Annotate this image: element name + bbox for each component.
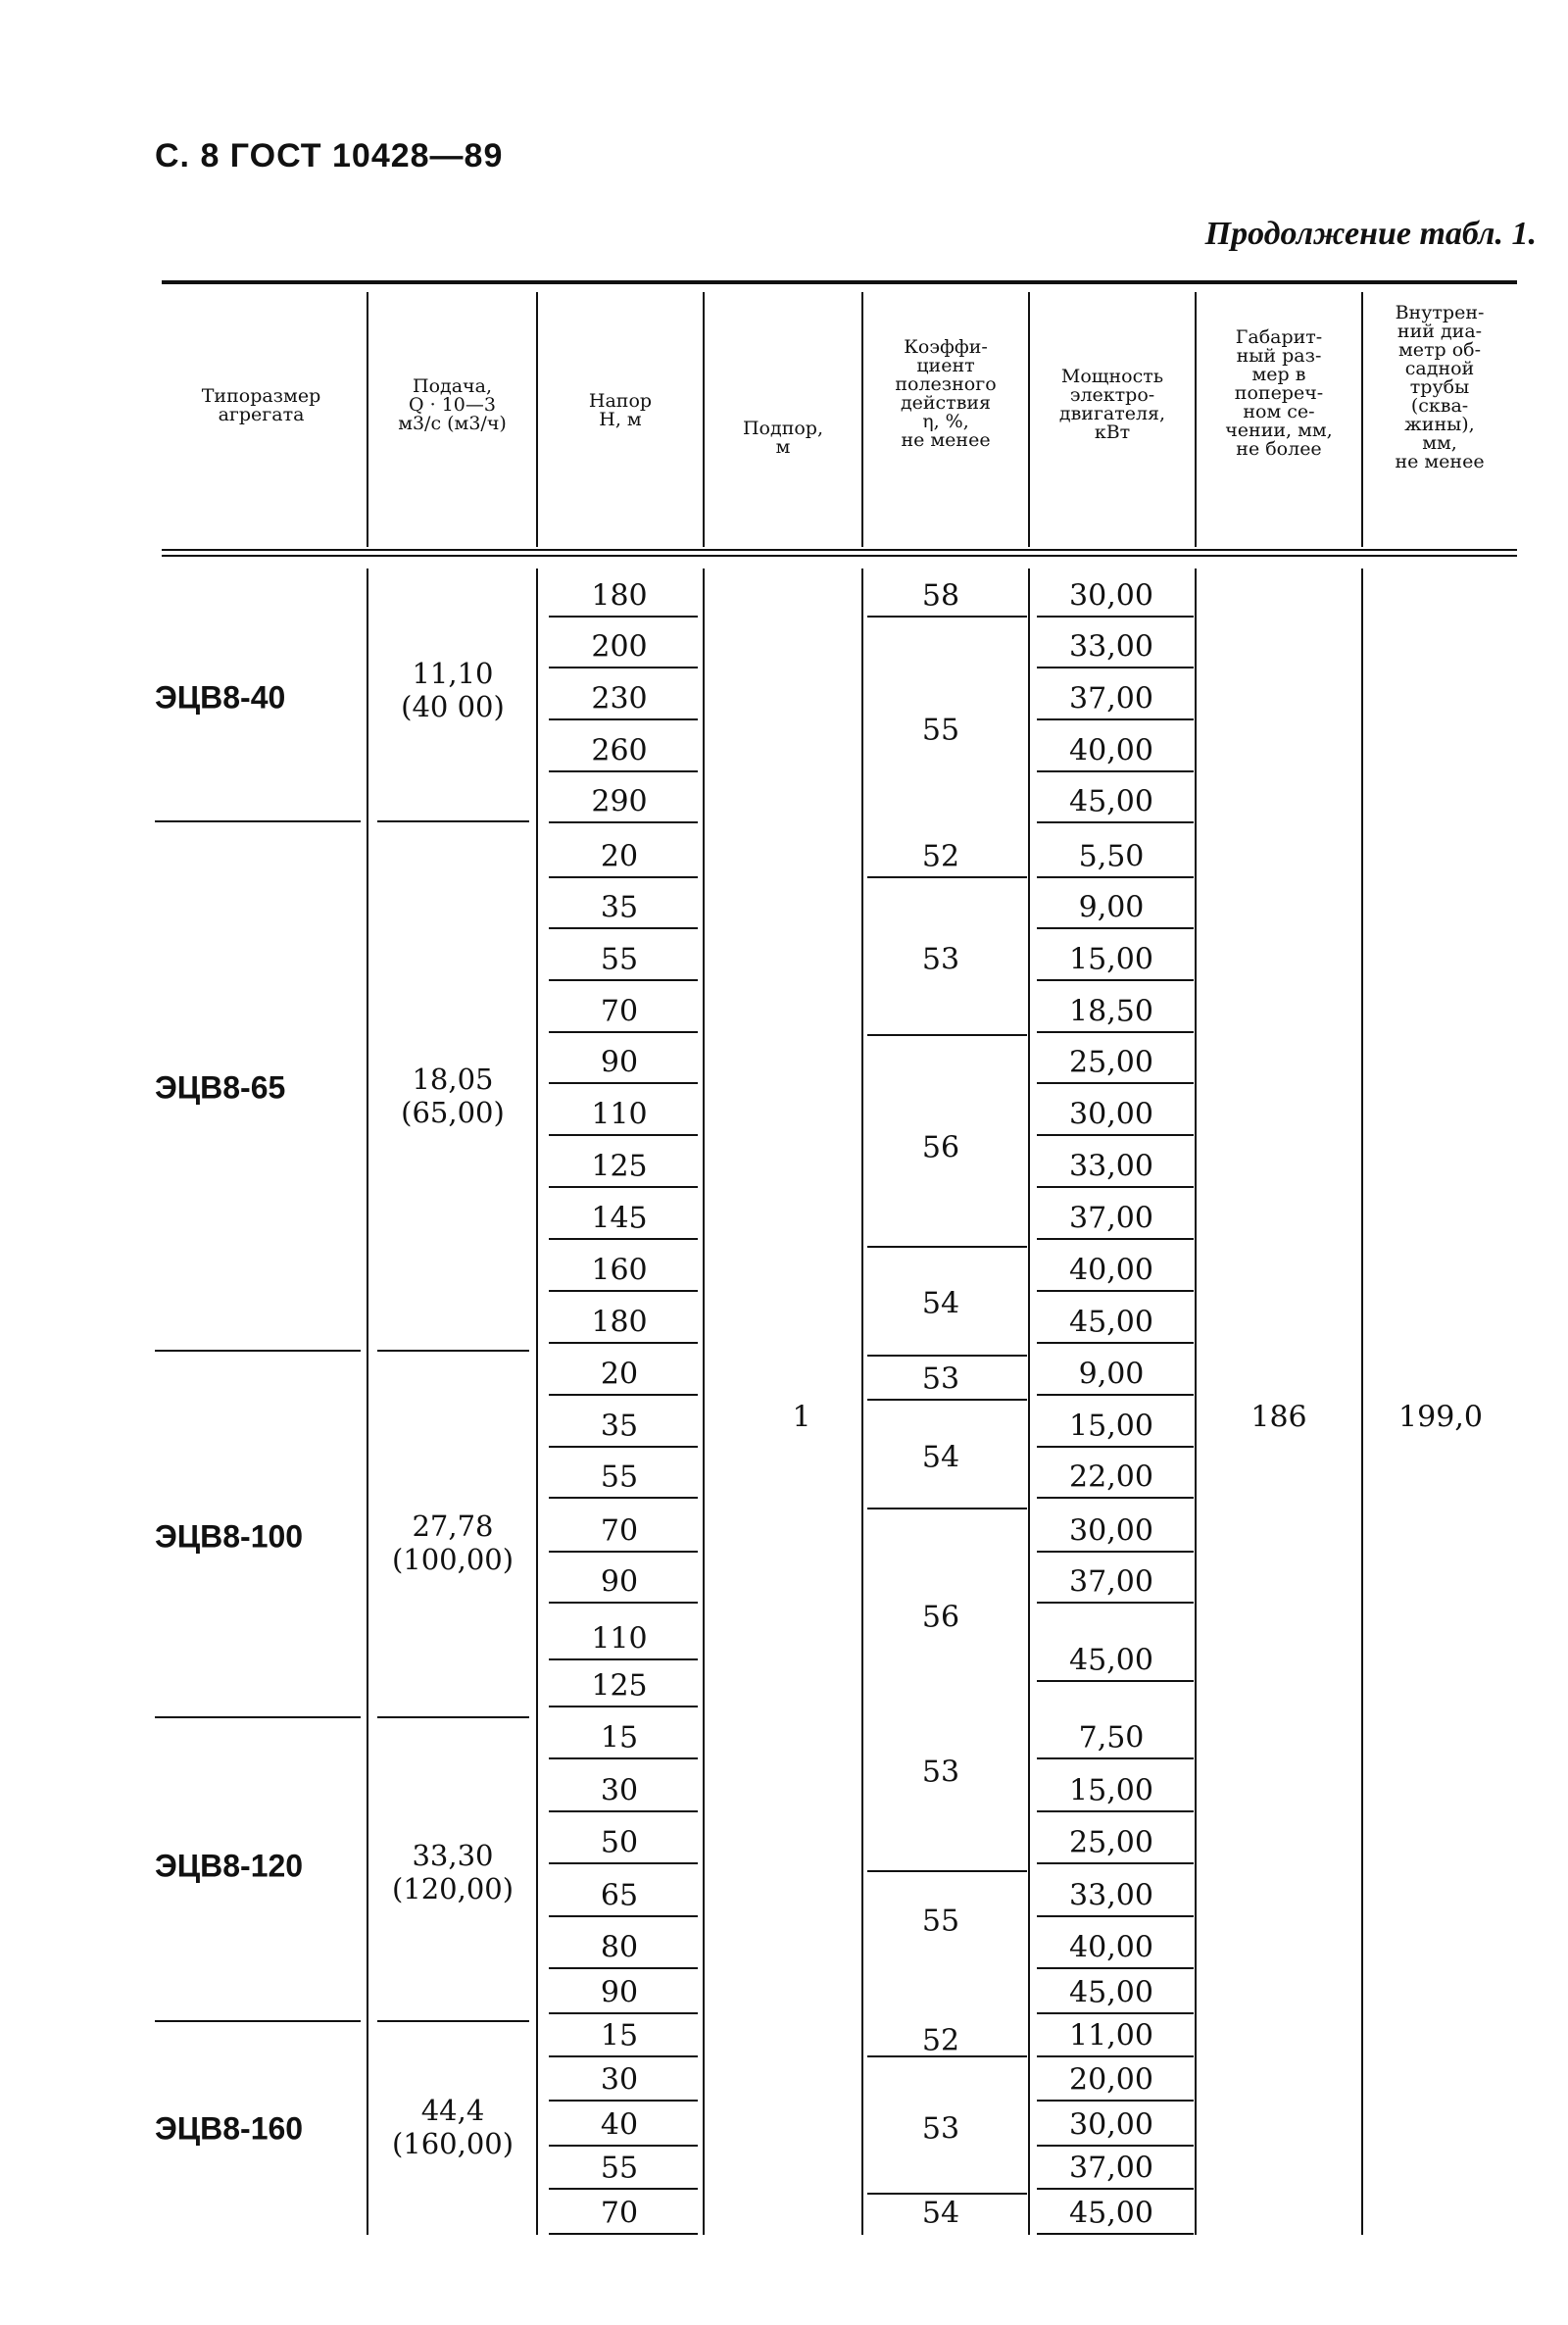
head-value: 90 [600,1564,639,1600]
power-value: 7,50 [1078,1720,1145,1756]
model-name: ЭЦВ8-120 [155,1848,304,1884]
flow-m3s: 44,4 [420,2094,485,2127]
flow-m3h: (120,00) [391,1872,514,1905]
head-value: 125 [591,1149,648,1184]
efficiency-value: 56 [921,1130,960,1165]
efficiency-value: 52 [921,2023,960,2058]
flow-m3s: 18,05 [412,1063,494,1096]
head-value: 55 [600,1459,639,1495]
head-value: 180 [591,1305,648,1340]
efficiency-value: 55 [921,713,960,748]
dimension-value: 186 [1250,1400,1307,1435]
power-value: 30,00 [1069,2107,1153,2143]
header-cell: Подпор, м [742,418,823,458]
table-continuation-label: Продолжение табл. 1. [1204,216,1537,252]
power-value: 5,50 [1078,839,1145,874]
header-cell: Коэффи- циент полезного действия η, %, не менее [895,336,997,451]
head-value: 30 [600,1773,639,1808]
model-name: ЭЦВ8-40 [155,679,286,716]
power-value: 37,00 [1069,1201,1153,1236]
efficiency-value: 53 [921,2111,960,2147]
power-value: 37,00 [1069,1564,1153,1600]
power-value: 15,00 [1069,1409,1153,1444]
head-value: 90 [600,1045,639,1080]
header-cell: Мощность электро- двигателя, кВт [1058,366,1166,443]
flow-m3h: (40 00) [401,690,505,723]
power-value: 18,50 [1069,994,1153,1029]
head-value: 200 [591,629,648,665]
power-value: 11,00 [1069,2018,1153,2053]
power-value: 45,00 [1069,1305,1153,1340]
model-name: ЭЦВ8-160 [155,2110,304,2147]
flow-value [392,2094,514,2160]
page-header: С. 8 ГОСТ 10428—89 [155,137,504,174]
flow-m3s: 27,78 [412,1509,494,1543]
header-cell: Подача, Q · 10—3 м3/с (м3/ч) [398,375,507,434]
head-value: 55 [600,942,639,977]
head-value: 160 [591,1253,648,1288]
backup-pressure-value: 1 [792,1400,811,1435]
model-name: ЭЦВ8-100 [155,1518,304,1555]
power-value: 37,00 [1069,2151,1153,2186]
head-value: 40 [600,2107,639,2143]
model-name: ЭЦВ8-65 [155,1069,286,1106]
head-value: 80 [600,1930,639,1965]
power-value: 37,00 [1069,681,1153,717]
power-value: 33,00 [1069,1878,1153,1913]
power-value: 30,00 [1069,1097,1153,1132]
efficiency-value: 58 [921,578,960,614]
power-value: 20,00 [1069,2062,1153,2098]
head-value: 20 [600,839,639,874]
head-value: 290 [591,784,648,819]
head-value: 50 [600,1825,639,1860]
flow-value [401,1063,505,1129]
head-value: 70 [600,994,639,1029]
power-value: 30,00 [1069,578,1153,614]
head-value: 70 [600,1513,639,1549]
head-value: 15 [600,1720,639,1756]
efficiency-value: 53 [921,1755,960,1790]
head-value: 65 [600,1878,639,1913]
header-cell: Габарит- ный раз- мер в попереч- ном се- чении, мм, не более [1225,326,1333,460]
head-value: 30 [600,2062,639,2098]
head-value: 20 [600,1357,639,1392]
power-value: 25,00 [1069,1045,1153,1080]
power-value: 40,00 [1069,733,1153,768]
flow-value [392,1839,514,1905]
power-value: 45,00 [1069,1975,1153,2010]
head-value: 110 [591,1621,648,1657]
flow-m3h: (65,00) [401,1096,505,1129]
head-value: 90 [600,1975,639,2010]
efficiency-value: 54 [921,1440,960,1475]
power-value: 25,00 [1069,1825,1153,1860]
power-value: 15,00 [1069,1773,1153,1808]
power-value: 33,00 [1069,1149,1153,1184]
header-cell: Внутрен- ний диа- метр об- садной трубы (сква- жины), мм, не менее [1395,302,1485,472]
head-value: 35 [600,1409,639,1444]
header-cell: Типоразмер агрегата [201,385,321,425]
head-value: 260 [591,733,648,768]
efficiency-value: 54 [921,2196,960,2231]
head-value: 180 [591,578,648,614]
head-value: 230 [591,681,648,717]
head-value: 35 [600,890,639,925]
flow-m3s: 11,10 [412,657,494,690]
casing-diameter-value: 199,0 [1398,1400,1483,1435]
power-value: 22,00 [1069,1459,1153,1495]
flow-m3h: (160,00) [391,2127,514,2160]
head-value: 125 [591,1668,648,1704]
power-value: 45,00 [1069,1643,1153,1678]
power-value: 30,00 [1069,1513,1153,1549]
power-value: 9,00 [1078,890,1145,925]
flow-m3h: (100,00) [391,1543,514,1576]
efficiency-value: 52 [921,839,960,874]
head-value: 110 [591,1097,648,1132]
efficiency-value: 53 [921,1361,960,1397]
efficiency-value: 53 [921,942,960,977]
flow-value [401,657,505,723]
head-value: 145 [591,1201,648,1236]
power-value: 45,00 [1069,784,1153,819]
head-value: 55 [600,2151,639,2186]
power-value: 45,00 [1069,2196,1153,2231]
head-value: 15 [600,2018,639,2053]
efficiency-value: 55 [921,1904,960,1939]
flow-value [392,1509,514,1576]
efficiency-value: 54 [921,1286,960,1321]
power-value: 40,00 [1069,1253,1153,1288]
head-value: 70 [600,2196,639,2231]
header-cell: Напор Н, м [588,390,653,430]
power-value: 40,00 [1069,1930,1153,1965]
power-value: 33,00 [1069,629,1153,665]
flow-m3s: 33,30 [412,1839,494,1872]
power-value: 15,00 [1069,942,1153,977]
power-value: 9,00 [1078,1357,1145,1392]
efficiency-value: 56 [921,1600,960,1635]
